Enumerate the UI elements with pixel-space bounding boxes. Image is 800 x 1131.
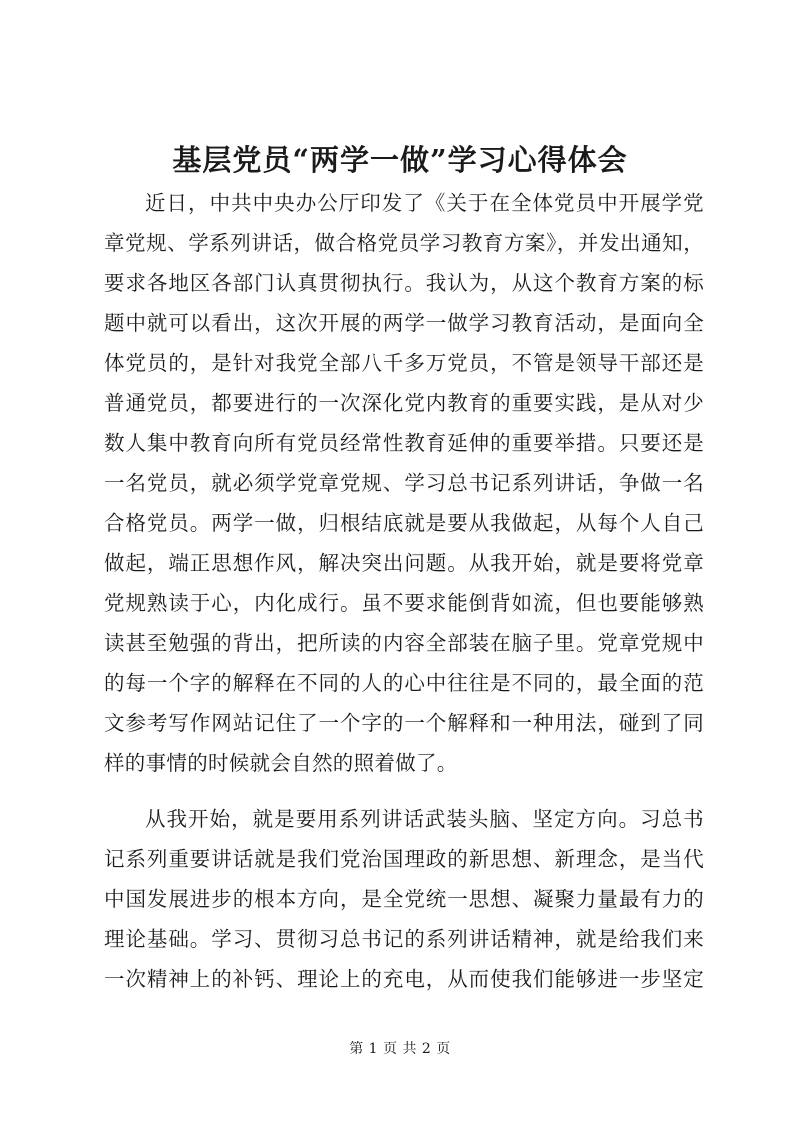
text-line: 近日，中共中央办公厅印发了《关于在全体党员中开展学党: [145, 191, 704, 215]
text-line: 普通党员，都要进行的一次深化党内教育的重要实践，是从对少: [104, 391, 704, 415]
paragraph-2: [104, 799, 704, 999]
text-line: 要求各地区各部门认真贯彻执行。我认为，从这个教育方案的标: [104, 271, 704, 295]
text-line: 党规熟读于心，内化成行。虽不要求能倒背如流，但也要能够熟: [104, 591, 704, 615]
text-line: 一名党员，就必须学党章党规、学习总书记系列讲话，争做一名: [104, 471, 704, 495]
text-line: 一次精神上的补钙、理论上的充电，从而使我们能够进一步坚定: [104, 967, 704, 991]
text-line: 中国发展进步的根本方向，是全党统一思想、凝聚力量最有力的: [104, 887, 704, 911]
text-line: 从我开始，就是要用系列讲话武装头脑、坚定方向。习总书: [145, 807, 704, 831]
document-title: 基层党员“两学一做”学习心得体会: [172, 143, 628, 177]
page-indicator: 第 1 页 共 2 页: [349, 1041, 451, 1057]
text-line: 理论基础。学习、贯彻习总书记的系列讲话精神，就是给我们来: [104, 927, 704, 951]
text-line: 样的事情的时候就会自然的照着做了。: [104, 751, 458, 775]
text-line: 记系列重要讲话就是我们党治国理政的新思想、新理念，是当代: [104, 847, 704, 871]
page-footer: [0, 1039, 800, 1059]
text-line: 章党规、学系列讲话，做合格党员学习教育方案》，并发出通知，: [104, 231, 704, 255]
text-line: 数人集中教育向所有党员经常性教育延伸的重要举措。只要还是: [104, 431, 704, 455]
text-line: 做起，端正思想作风，解决突出问题。从我开始，就是要将党章: [104, 551, 704, 575]
text-line: 的每一个字的解释在不同的人的心中往往是不同的，最全面的范: [104, 671, 704, 695]
text-line: 题中就可以看出，这次开展的两学一做学习教育活动，是面向全: [104, 311, 704, 335]
text-line: 体党员的，是针对我党全部八千多万党员，不管是领导干部还是: [104, 351, 704, 375]
paragraph-1: [104, 183, 704, 783]
paragraph-gap: [104, 783, 704, 799]
text-line: 文参考写作网站记住了一个字的一个解释和一种用法，碰到了同: [104, 711, 704, 735]
text-line: 合格党员。两学一做，归根结底就是要从我做起，从每个人自己: [104, 511, 704, 535]
document-body: [104, 183, 704, 999]
text-line: 读甚至勉强的背出，把所读的内容全部装在脑子里。党章党规中: [104, 631, 704, 655]
